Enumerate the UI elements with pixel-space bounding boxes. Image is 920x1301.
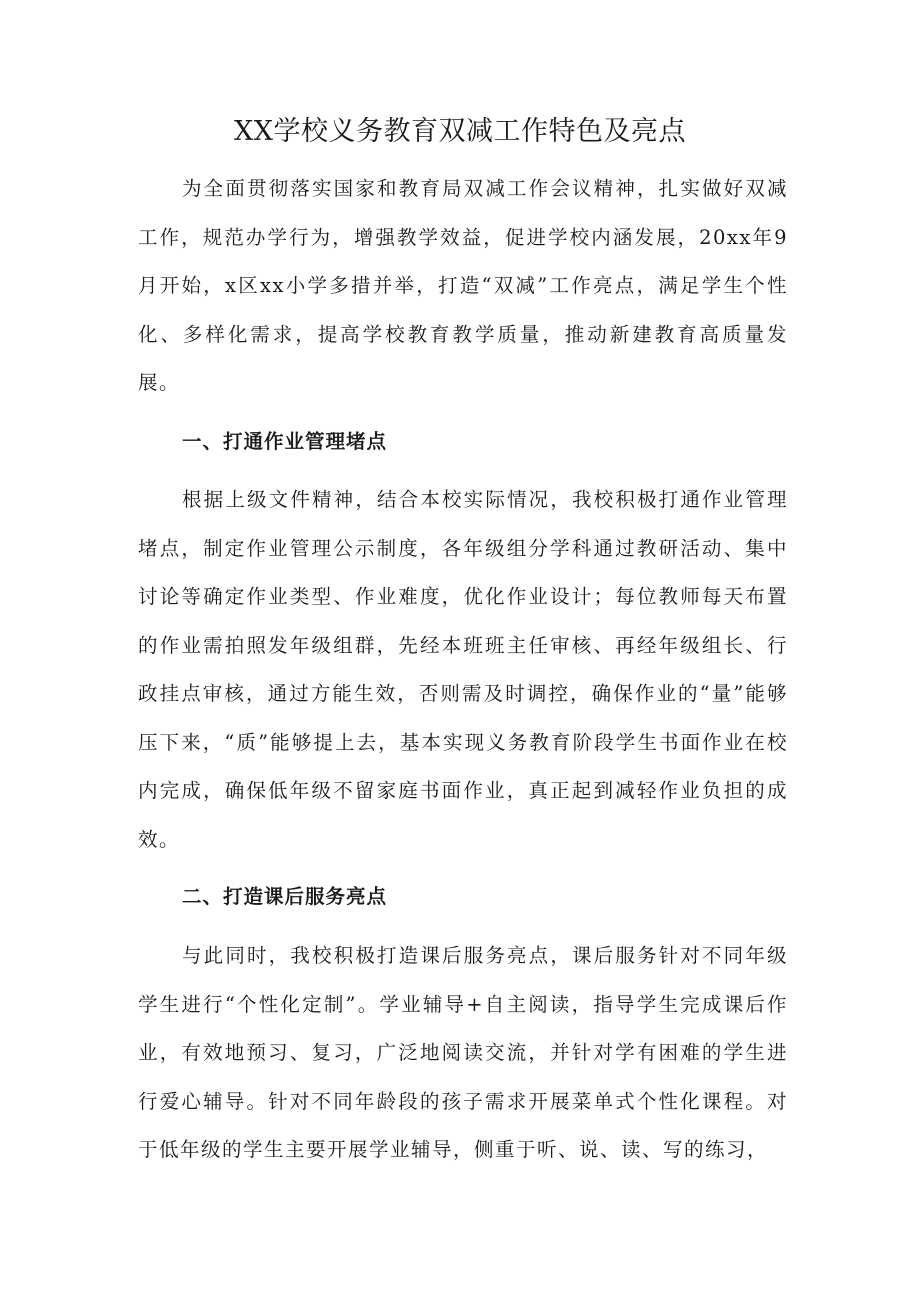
intro-paragraph: 为全面贯彻落实国家和教育局双减工作会议精神，扎实做好双减工作，规范办学行为，增强教学效益，促进学校内涵发展，20xx年9月开始，x区xx小学多措并举，打造“双减”工作亮点，满足学生个性化、多样化需求，提高学校教育教学质量，推动新建教育高质量发展。 — [138, 177, 788, 394]
section-body-1: 根据上级文件精神，结合本校实际情况，我校积极打通作业管理堵点，制定作业管理公示制度，各年级组分学科通过教研活动、集中讨论等确定作业类型、作业难度，优化作业设计；每位教师每天布置的作业需拍照发年级组群，先经本班班主任审核、再经年级组长、行政挂点审核，通过方能生效，否则需及时调控，确保作业的“量”能够压下来，“质”能够提上去，基本实现义务教育阶段学生书面作业在校内完成，确保低年级不留家庭书面作业，真正起到减轻作业负担的成效。 — [138, 488, 788, 851]
section-heading-1: 一、打通作业管理堵点 — [182, 430, 388, 453]
document-title: XX学校义务教育双减工作特色及亮点 — [234, 116, 686, 147]
section-heading-2: 二、打造课后服务亮点 — [182, 885, 388, 908]
section-body-2: 与此同时，我校积极打造课后服务亮点，课后服务针对不同年级学生进行“个性化定制”。学业辅导+自主阅读，指导学生完成课后作业，有效地预习、复习，广泛地阅读交流，并针对学有困难的学生进行爱心辅导。针对不同年龄段的孩子需求开展菜单式个性化课程。对于低年级的学生主要开展学业辅导，侧重于听、说、读、写的练习， — [138, 944, 788, 1161]
